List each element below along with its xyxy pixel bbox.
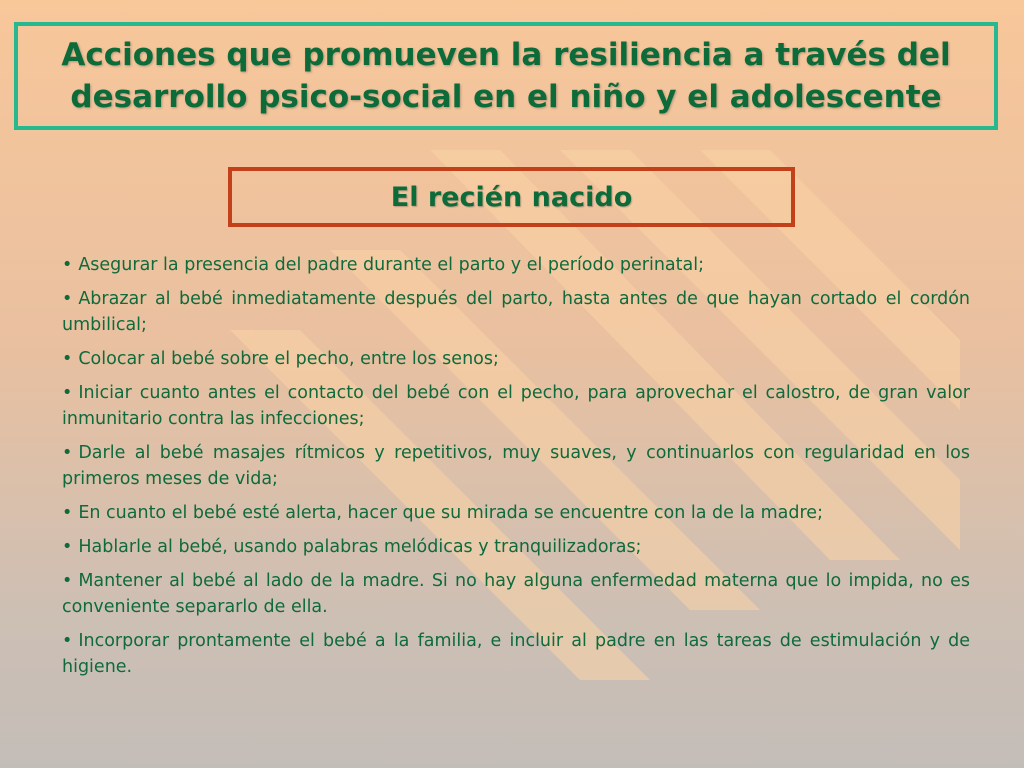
slide-title-line-2: desarrollo psico-social en el niño y el adolescente	[70, 79, 942, 115]
list-item-text: Iniciar cuanto antes el contacto del bebé con el pecho, para aprovechar el calostro, de gran valor inmunitario contra las infecciones;	[62, 383, 970, 429]
slide-title-box	[14, 22, 998, 130]
list-item	[62, 346, 970, 372]
bullet-icon: •	[62, 443, 73, 463]
list-item-text: Asegurar la presencia del padre durante el parto y el período perinatal;	[78, 255, 704, 275]
bullet-list	[62, 252, 970, 688]
list-item-text: Darle al bebé masajes rítmicos y repetitivos, muy suaves, y continuarlos con regularidad en los primeros meses de vida;	[62, 443, 970, 489]
bullet-icon: •	[62, 349, 73, 369]
list-item	[62, 440, 970, 492]
list-item	[62, 628, 970, 680]
list-item-text: En cuanto el bebé esté alerta, hacer que su mirada se encuentre con la de la madre;	[78, 503, 823, 523]
bullet-icon: •	[62, 537, 73, 557]
list-item	[62, 534, 970, 560]
list-item-text: Hablarle al bebé, usando palabras melódicas y tranquilizadoras;	[78, 537, 642, 557]
list-item-text: Abrazar al bebé inmediatamente después del parto, hasta antes de que hayan cortado el cordón umbilical;	[62, 289, 970, 335]
bullet-icon: •	[62, 571, 73, 591]
list-item	[62, 568, 970, 620]
slide-title-line-1: Acciones que promueven la resiliencia a través del	[61, 37, 951, 73]
list-item-text: Mantener al bebé al lado de la madre. Si no hay alguna enfermedad materna que lo impida, no es conveniente separarlo de ella.	[62, 571, 970, 617]
bullet-icon: •	[62, 631, 73, 651]
list-item	[62, 380, 970, 432]
bullet-icon: •	[62, 255, 73, 275]
list-item-text: Incorporar prontamente el bebé a la familia, e incluir al padre en las tareas de estimulación y de higiene.	[62, 631, 970, 677]
bullet-icon: •	[62, 503, 73, 523]
bullet-icon: •	[62, 383, 73, 403]
section-heading: El recién nacido	[390, 181, 633, 213]
list-item	[62, 500, 970, 526]
list-item-text: Colocar al bebé sobre el pecho, entre los senos;	[78, 349, 499, 369]
list-item	[62, 286, 970, 338]
section-heading-box	[228, 167, 795, 227]
bullet-icon: •	[62, 289, 73, 309]
list-item	[62, 252, 970, 278]
